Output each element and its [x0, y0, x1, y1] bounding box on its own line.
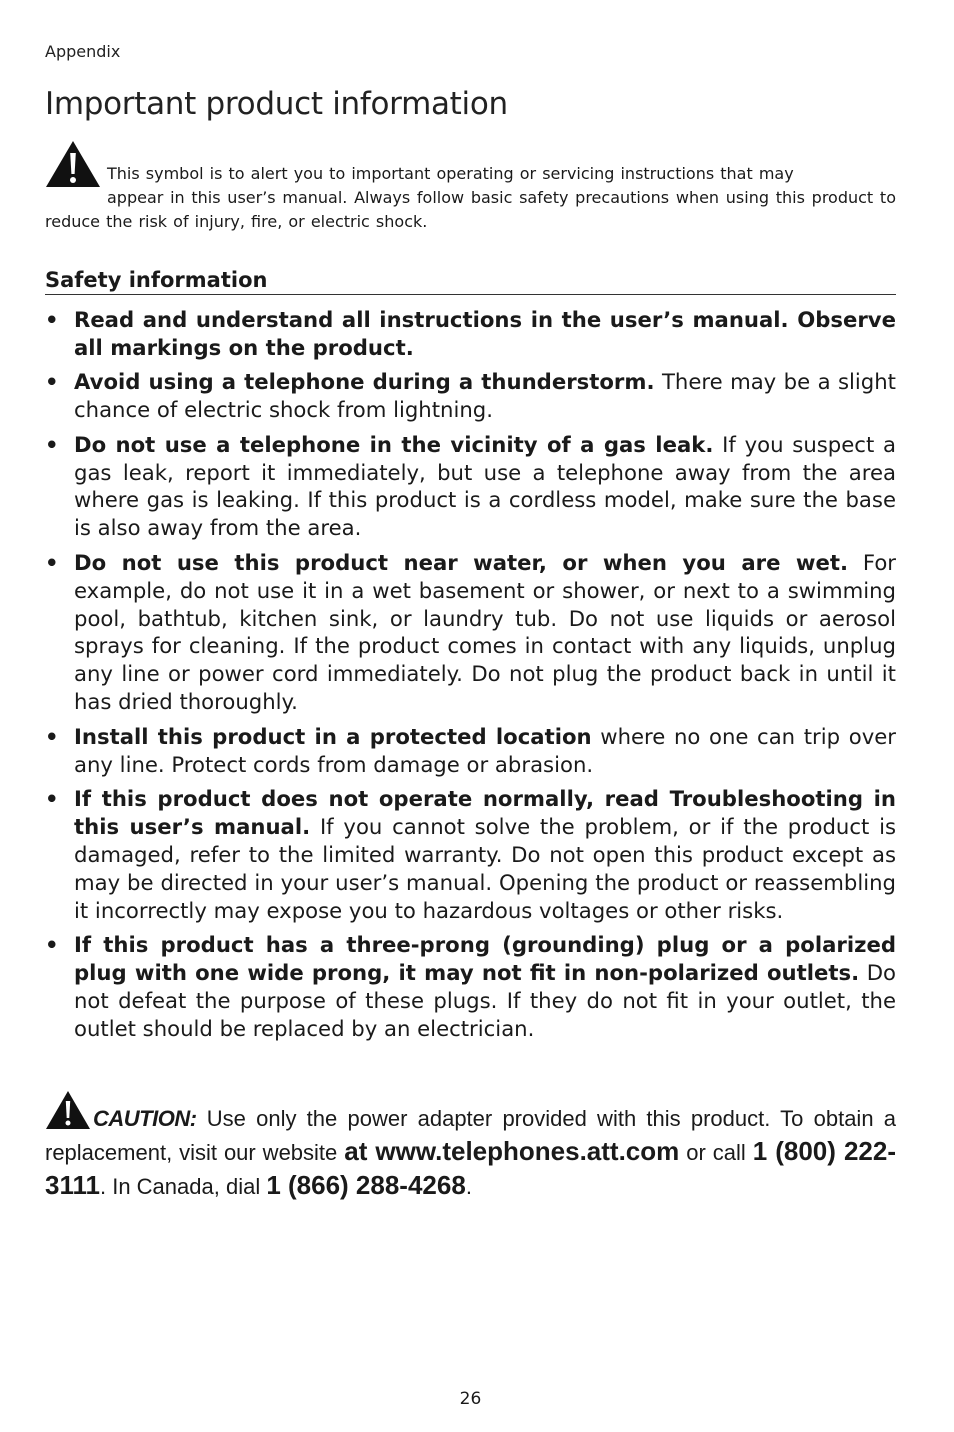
intro-paragraph [45, 138, 896, 234]
caution-paragraph: CAUTION: Use only the power adapter provided with this product. To obtain a replacement, visit our website at www.telephones.att.com or call 1 (800) 222-3111. In Canada, dial 1 (866) 288-4268. [45, 1090, 896, 1203]
safety-item: • If this product has a three-prong (grounding) plug or a polarized plug with one wide prong, it may not fit in non-polarized outlets. Do not defeat the purpose of these plugs. If they do not fit in your outlet, the outlet should be replaced by an electrician. [45, 932, 896, 1041]
page-title: Important product information [45, 86, 508, 122]
safety-item: • Do not use this product near water, or when you are wet. For example, do not use it in a wet basement or shower, or next to a swimming pool, bathtub, kitchen sink, or laundry tub. Do not use liquids or aerosol sprays for cleaning. If the product comes in contact with any liquids, unplug any line or power cord immediately. Do not plug the product back in until it has dried thoroughly. [45, 549, 896, 715]
website-link[interactable]: at www.telephones.att.com [344, 1136, 680, 1166]
intro-rest: appear in this user’s manual. Always follow basic safety precautions when using this product to reduce the risk of injury, fire, or electric shock. [45, 188, 896, 231]
warning-triangle-icon [45, 1090, 91, 1130]
phone-us: 1 (800) 222-3111 [45, 1136, 896, 1200]
safety-item: • Read and understand all instructions in the user’s manual. Observe all markings on the product. [45, 307, 896, 360]
safety-list [45, 306, 896, 1049]
page-number: 26 [459, 1389, 482, 1409]
phone-canada: 1 (866) 288-4268 [266, 1170, 466, 1200]
safety-item: • Do not use a telephone in the vicinity of a gas leak. If you suspect a gas leak, report it immediately, but use a telephone away from the area where gas is leaking. If this product is a cordless model, make sure the base is also away from the area. [45, 431, 896, 541]
safety-item: • Avoid using a telephone during a thunderstorm. There may be a slight chance of electric shock from lightning. [45, 369, 896, 423]
caution-label: CAUTION: [93, 1106, 197, 1131]
safety-item: • If this product does not operate normally, read Troubleshooting in this user’s manual. If you cannot solve the problem, or if the product is damaged, refer to the limited warranty. Do not open this product except as may be directed in your user’s manual. Opening the product or reassembling it incorrectly may expose you to hazardous voltages or other risks. [45, 786, 896, 923]
intro-first-line: This symbol is to alert you to important operating or servicing instructions that may [107, 164, 794, 183]
section-label: Appendix [45, 42, 121, 61]
safety-heading: Safety information [45, 268, 896, 295]
safety-item: • Install this product in a protected location where no one can trip over any line. Protect cords from damage or abrasion. [45, 723, 896, 777]
warning-triangle-icon [45, 140, 101, 188]
